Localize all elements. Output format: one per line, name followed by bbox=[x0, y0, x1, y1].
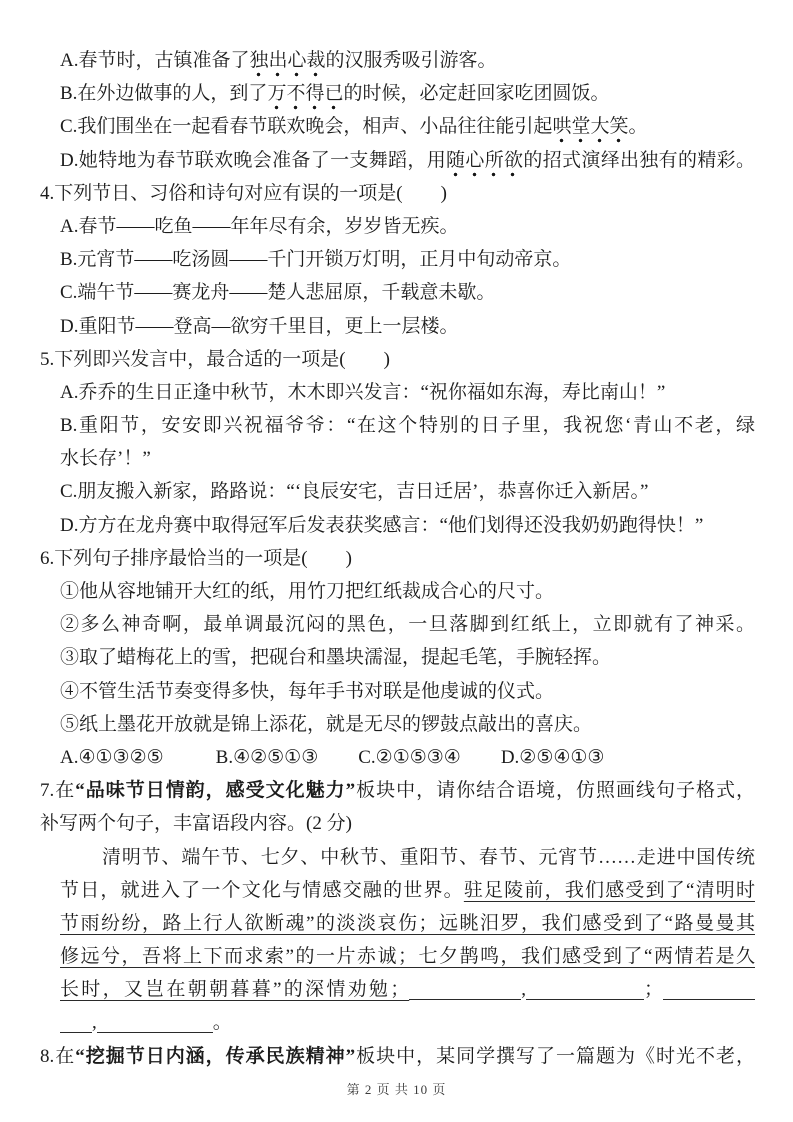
text-segment: 水长存’！” bbox=[60, 448, 151, 470]
text-segment: , bbox=[521, 979, 526, 1001]
text-segment: C.朋友搬入新家，路路说：“‘良辰安宅，吉日迁居’，恭喜你迁入新居。” bbox=[60, 481, 649, 503]
text-segment: 的汉服秀吸引游客。 bbox=[325, 50, 497, 71]
text-segment: ③取了蜡梅花上的雪，把砚台和墨块濡湿，提起毛笔，手腕轻挥。 bbox=[60, 647, 612, 669]
q6-stem bbox=[40, 542, 755, 575]
text-segment: 的招式演绎出独有的精彩。 bbox=[523, 149, 755, 171]
text-segment: 板块中，请你结合语境，仿照画线句子格式， bbox=[355, 780, 755, 802]
q6-sentence-1 bbox=[60, 575, 755, 608]
q7-stem-line2 bbox=[40, 807, 755, 840]
text-segment: ②多么神奇啊，最单调最沉闷的黑色，一旦落脚到红纸上，立即就有了神采。 bbox=[60, 614, 755, 636]
q7-passage-line6 bbox=[60, 1006, 755, 1039]
underlined-text: 节雨纷纷，路上行人欲断魂”的淡淡哀伤；远眺汨罗，我们感受到了“路曼曼其 bbox=[60, 912, 755, 934]
q5-option-c bbox=[60, 475, 755, 508]
answer-blank bbox=[663, 985, 755, 1000]
answer-blank bbox=[409, 985, 521, 1000]
text-segment: A.④①③②⑤ bbox=[60, 746, 164, 768]
answer-blank bbox=[60, 1018, 92, 1033]
q4-option-c bbox=[60, 276, 755, 309]
text-segment: D.重阳节——登高—欲穷千里目，更上一层楼。 bbox=[60, 315, 459, 337]
answer-blank bbox=[526, 985, 644, 1000]
text-segment: 5.下列即兴发言中，最合适的一项是( ) bbox=[40, 348, 390, 370]
q4-option-d bbox=[60, 310, 755, 343]
underlined-text: 驻足陵前，我们感受到了“清明时 bbox=[463, 879, 755, 901]
text-segment: , bbox=[92, 1012, 97, 1034]
text-segment: D.她特地为春节联欢晚会准备了一支舞蹈，用 bbox=[60, 149, 447, 171]
q4-stem bbox=[40, 177, 755, 210]
q6-choices bbox=[60, 741, 755, 774]
bold-text: “品味节日情韵，感受文化魅力” bbox=[75, 780, 356, 802]
document-body bbox=[40, 44, 755, 1073]
text-segment: A.乔乔的生日正逢中秋节，木木即兴发言：“祝你福如东海，寿比南山！” bbox=[60, 381, 666, 403]
q6-sentence-3 bbox=[60, 641, 755, 674]
q5-option-d bbox=[60, 509, 755, 542]
text-segment: C.我们围坐在一起看春节联欢晚会，相声、小品往往能引起 bbox=[60, 116, 553, 138]
emphasized-text: 独出心裁 bbox=[249, 50, 325, 77]
text-segment: B.重阳节，安安即兴祝福爷爷：“在这个特别的日子里，我祝您‘青山不老，绿 bbox=[60, 415, 755, 437]
text-segment: 。 bbox=[212, 1012, 232, 1034]
q7-passage-line4 bbox=[60, 940, 755, 973]
q3-option-d bbox=[60, 144, 755, 177]
text-segment: ①他从容地铺开大红的纸，用竹刀把红纸裁成合心的尺寸。 bbox=[60, 581, 555, 602]
text-segment: 。 bbox=[628, 116, 648, 138]
q4-option-b bbox=[60, 243, 755, 276]
text-segment: D.方方在龙舟赛中取得冠军后发表获奖感言：“他们划得还没我奶奶跑得快！” bbox=[60, 514, 704, 536]
text-segment: A.春节——吃鱼——年年尽有余，岁岁皆无疾。 bbox=[60, 215, 459, 237]
emphasized-text: 哄堂大笑 bbox=[552, 116, 628, 143]
text-segment: 节日，就进入了一个文化与情感交融的世界。 bbox=[60, 879, 464, 901]
q3-option-a bbox=[60, 44, 755, 77]
q6-sentence-5 bbox=[60, 708, 755, 741]
text-segment: 板块中，某同学撰写了一篇题为《时光不老， bbox=[355, 1045, 755, 1067]
q7-passage-line3 bbox=[60, 907, 755, 940]
text-segment: C.端午节——赛龙舟——楚人悲屈原，千载意未歇。 bbox=[60, 282, 496, 304]
text-segment: D.②⑤④①③ bbox=[500, 746, 605, 768]
page-footer: 第 2 页 共 10 页 bbox=[346, 1082, 447, 1097]
text-segment: 8.在 bbox=[40, 1045, 76, 1067]
text-segment: B.在外边做事的人，到了 bbox=[60, 83, 268, 105]
text-segment: 的时候，必定赶回家吃团圆饭。 bbox=[343, 83, 610, 105]
q3-option-b bbox=[60, 77, 755, 110]
q5-option-b bbox=[60, 409, 755, 442]
text-segment: ④不管生活节奏变得多快，每年手书对联是他虔诚的仪式。 bbox=[60, 680, 555, 702]
underlined-text: 长时，又岂在朝朝暮暮”的深情劝勉； bbox=[60, 979, 410, 1001]
text-segment: 7.在 bbox=[40, 780, 76, 802]
q7-passage-line2 bbox=[60, 874, 755, 907]
q5-option-a bbox=[60, 376, 755, 409]
text-segment: B.元宵节——吃汤圆——千门开锁万灯明，正月中旬动帝京。 bbox=[60, 249, 572, 271]
text-segment: B.④②⑤①③ bbox=[215, 746, 319, 768]
q8-stem bbox=[40, 1040, 755, 1073]
q7-passage-line5 bbox=[60, 973, 755, 1006]
text-segment: ⑤纸上墨花开放就是锦上添花，就是无尽的锣鼓点敲出的喜庆。 bbox=[60, 713, 593, 735]
text-segment: 4.下列节日、习俗和诗句对应有误的一项是( ) bbox=[40, 182, 447, 204]
text-segment: ； bbox=[643, 979, 663, 1001]
text-segment: C.②①⑤③④ bbox=[358, 746, 461, 768]
text-segment: A.春节时，古镇准备了 bbox=[60, 50, 250, 71]
bold-text: “挖掘节日内涵，传承民族精神” bbox=[75, 1045, 356, 1067]
emphasized-text: 万不得已 bbox=[267, 83, 343, 110]
q6-sentence-4 bbox=[60, 675, 755, 708]
q5-stem bbox=[40, 343, 755, 376]
text-segment: 6.下列句子排序最恰当的一项是( ) bbox=[40, 547, 352, 569]
q6-sentence-2 bbox=[60, 608, 755, 641]
q4-option-a bbox=[60, 210, 755, 243]
emphasized-text: 随心所欲 bbox=[446, 150, 523, 177]
answer-blank bbox=[97, 1018, 213, 1033]
underlined-text: 修远兮，吾将上下而求索”的一片赤诚；七夕鹊鸣，我们感受到了“两情若是久 bbox=[60, 946, 755, 968]
text-segment: 清明节、端午节、七夕、中秋节、重阳节、春节、元宵节……走进中国传统 bbox=[102, 846, 755, 868]
text-segment: 补写两个句子，丰富语段内容。(2 分) bbox=[40, 813, 352, 835]
q3-option-c bbox=[60, 110, 755, 143]
q5-option-b-cont bbox=[60, 442, 755, 475]
q7-passage-line1 bbox=[60, 841, 755, 874]
q7-stem-line1 bbox=[40, 774, 755, 807]
